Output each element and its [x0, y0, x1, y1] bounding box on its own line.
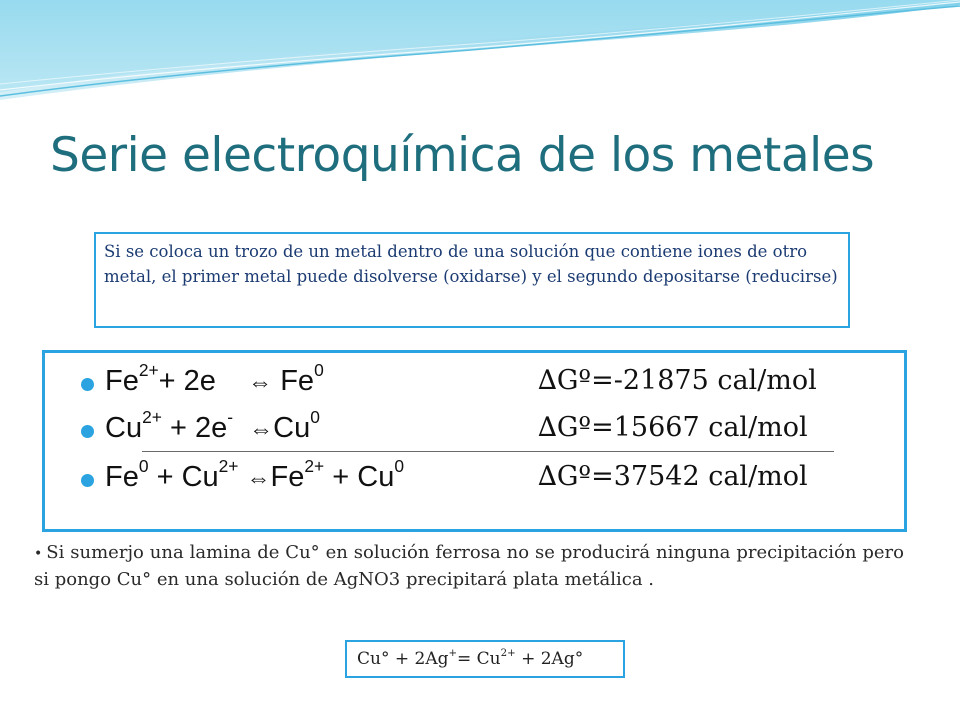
- header-wave-decoration: [0, 0, 960, 110]
- equation-reaction: $Fe^0 + Cu^{2+}$ $\Leftrightarrow Fe^{2+} + Cu^0$: [105, 456, 404, 493]
- note-paragraph: [34, 540, 904, 592]
- bullet-icon: [81, 474, 94, 487]
- delta-g-value: ∆Gº=15667 cal/mol: [538, 412, 808, 443]
- delta-g-value: ∆Gº=37542 cal/mol: [538, 461, 808, 492]
- note-text: Si sumerjo una lamina de Cu° en solución ferrosa no se producirá ninguna precipitación pero si pongo Cu° en una solución de AgNO3 precipitará plata metálica .: [34, 542, 904, 590]
- bullet-icon: •: [34, 546, 43, 562]
- double-arrow-icon: ⇔: [249, 416, 274, 443]
- bullet-icon: [81, 425, 94, 438]
- double-arrow-icon: ⇔: [246, 465, 271, 492]
- separator-line: [142, 451, 834, 452]
- delta-g-value: ∆Gº=-21875 cal/mol: [538, 365, 817, 396]
- double-arrow-icon: ⇔: [248, 369, 273, 396]
- equations-box: [42, 350, 907, 532]
- slide-title: Serie electroquímica de los metales: [50, 128, 875, 183]
- bullet-icon: [81, 378, 94, 391]
- equation-reaction: $Fe^{2+}+ 2e$ ⇔ Fe$^0$: [105, 360, 324, 397]
- silver-reaction-formula: $Cu^\circ + 2Ag^+= Cu^{2+} + 2Ag^\circ$: [345, 640, 625, 678]
- equation-reaction: $Cu^{2+} + 2e^-$ ⇔Cu$^0$: [105, 407, 320, 444]
- intro-text-box: Si se coloca un trozo de un metal dentro de una solución que contiene iones de otro metal, el primer metal puede disolverse (oxidarse) y el segundo depositarse (reducirse): [94, 232, 850, 328]
